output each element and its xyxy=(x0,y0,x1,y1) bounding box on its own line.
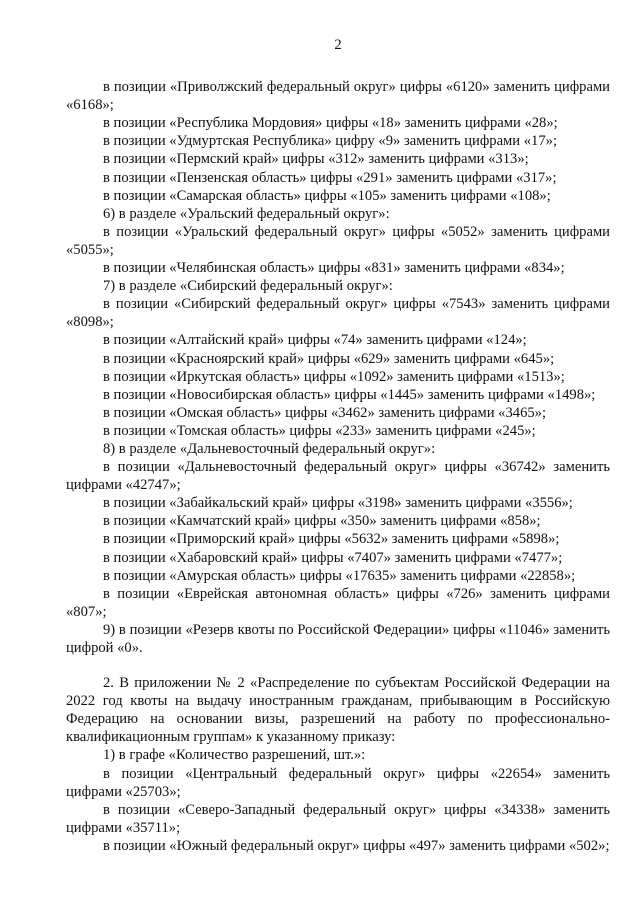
paragraph: в позиции «Южный федеральный округ» цифры «497» заменить цифрами «502»; xyxy=(103,837,610,854)
paragraph: в позиции «Челябинская область» цифры «831» заменить цифрами «834»; xyxy=(103,260,565,277)
paragraph: в позиции «Алтайский край» цифры «74» заменить цифрами «124»; xyxy=(103,332,527,349)
paragraph: в позиции «Республика Мордовия» цифры «18» заменить цифрами «28»; xyxy=(103,115,558,132)
paragraph: в позиции «Иркутская область» цифры «1092» заменить цифрами «1513»; xyxy=(103,368,565,385)
section-heading: 7) в разделе «Сибирский федеральный округ»: xyxy=(103,278,393,295)
paragraph: в позиции «Северо-Западный федеральный округ» цифры «34338» заменить цифрами «35711»; xyxy=(66,801,610,836)
paragraph: в позиции «Амурская область» цифры «17635» заменить цифрами «22858»; xyxy=(103,567,576,584)
paragraph: 2. В приложении № 2 «Распределение по субъектам Российской Федерации на 2022 год квоты на выдачу иностранным гражданам, прибывающим в Российскую Федерацию на основании визы, разрешений на работу по профессионально-квалификационным группам» к указанному приказу: xyxy=(66,675,610,746)
paragraph: в позиции «Центральный федеральный округ» цифры «22654» заменить цифрами «25703»; xyxy=(66,765,610,800)
section-heading: 1) в графе «Количество разрешений, шт.»: xyxy=(103,747,366,764)
paragraph: в позиции «Пензенская область» цифры «291» заменить цифрами «317»; xyxy=(103,169,557,186)
paragraph: в позиции «Камчатский край» цифры «350» заменить цифрами «858»; xyxy=(103,513,541,530)
paragraph: в позиции «Томская область» цифры «233» заменить цифрами «245»; xyxy=(103,422,536,439)
paragraph: в позиции «Дальневосточный федеральный округ» цифры «36742» заменить цифрами «42747»; xyxy=(66,459,610,494)
paragraph: в позиции «Хабаровский край» цифры «7407» заменить цифрами «7477»; xyxy=(103,549,563,566)
paragraph: в позиции «Пермский край» цифры «312» заменить цифрами «313»; xyxy=(103,151,529,168)
section-heading: 8) в разделе «Дальневосточный федеральный округ»: xyxy=(103,440,436,457)
paragraph: в позиции «Приволжский федеральный округ» цифры «6120» заменить цифрами «6168»; xyxy=(66,79,610,114)
page-number: 2 xyxy=(334,37,342,53)
paragraph: в позиции «Омская область» цифры «3462» заменить цифрами «3465»; xyxy=(103,404,547,421)
paragraph: в позиции «Новосибирская область» цифры «1445» заменить цифрами «1498»; xyxy=(103,386,596,403)
paragraph: в позиции «Забайкальский край» цифры «3198» заменить цифрами «3556»; xyxy=(103,495,573,512)
paragraph: в позиции «Уральский федеральный округ» цифры «5052» заменить цифрами «5055»; xyxy=(66,223,610,258)
section-heading: 9) в позиции «Резерв квоты по Российской Федерации» цифры «11046» заменить цифрой «0». xyxy=(66,621,610,656)
paragraph: в позиции «Приморский край» цифры «5632» заменить цифрами «5898»; xyxy=(103,531,560,548)
paragraph: в позиции «Удмуртская Республика» цифру «9» заменить цифрами «17»; xyxy=(103,133,557,150)
section-heading: 6) в разделе «Уральский федеральный округ»: xyxy=(103,205,390,222)
paragraph: в позиции «Сибирский федеральный округ» цифры «7543» заменить цифрами «8098»; xyxy=(66,296,610,331)
document-body xyxy=(66,78,610,855)
paragraph: в позиции «Еврейская автономная область» цифры «726» заменить цифрами «807»; xyxy=(66,585,610,620)
paragraph: в позиции «Самарская область» цифры «105» заменить цифрами «108»; xyxy=(103,187,551,204)
paragraph: в позиции «Красноярский край» цифры «629» заменить цифрами «645»; xyxy=(103,350,555,367)
